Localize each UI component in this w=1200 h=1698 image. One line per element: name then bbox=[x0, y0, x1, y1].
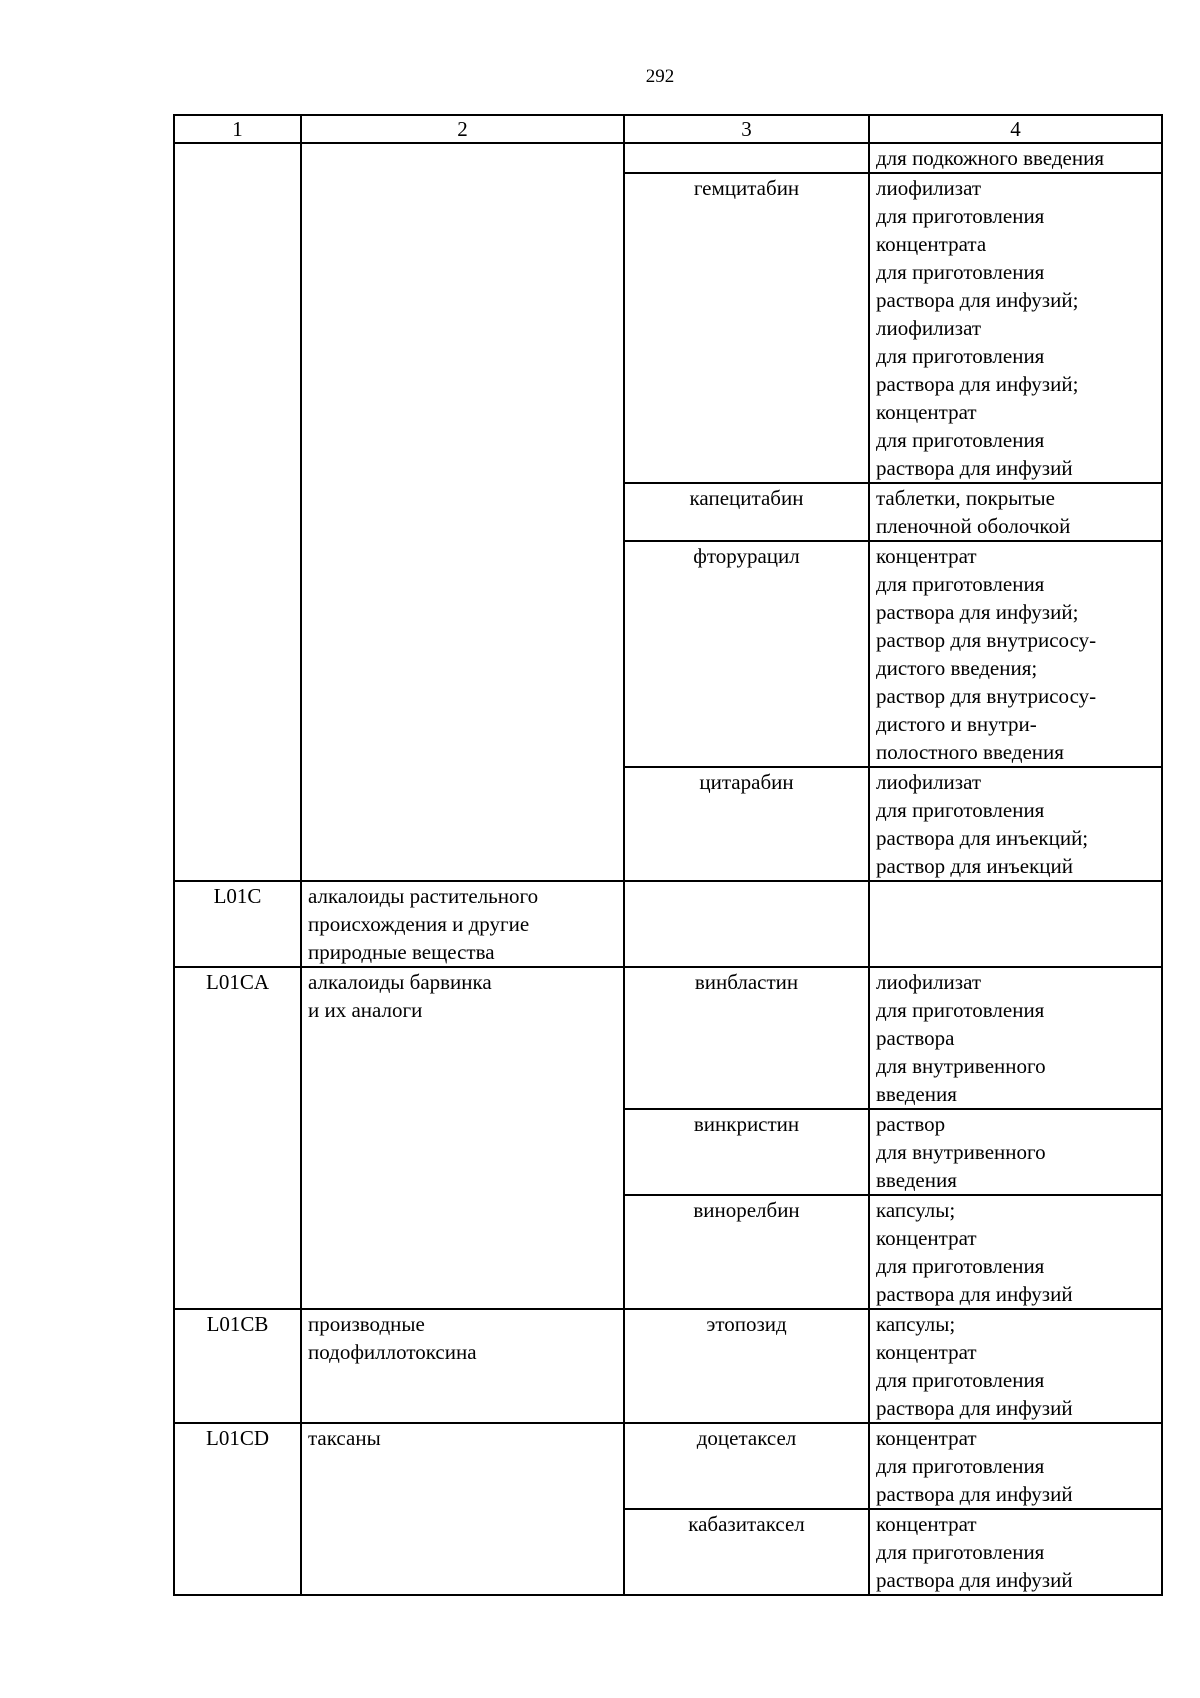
forms-cell bbox=[869, 1509, 1162, 1595]
cell-line: таблетки, покрытые bbox=[876, 486, 1055, 510]
cell-line: для приготовления bbox=[876, 344, 1045, 368]
table-row bbox=[174, 143, 1162, 173]
cell-line: дистого введения; bbox=[876, 656, 1038, 680]
cell-line: для внутривенного bbox=[876, 1140, 1046, 1164]
forms-cell bbox=[869, 881, 1162, 967]
table-body bbox=[174, 115, 1162, 1595]
cell-line: алкалоиды растительного bbox=[308, 884, 539, 908]
forms-cell bbox=[869, 967, 1162, 1109]
forms-cell bbox=[869, 1309, 1162, 1423]
cell-line: раствора для инфузий; bbox=[876, 288, 1079, 312]
cell-line: производные bbox=[308, 1312, 425, 1336]
cell-line: капсулы; bbox=[876, 1312, 956, 1336]
cell-line: раствор для инъекций bbox=[876, 854, 1073, 878]
table-row bbox=[174, 881, 1162, 967]
cell-line: концентрат bbox=[876, 1340, 977, 1364]
code-cell: L01CD bbox=[174, 1423, 301, 1595]
drug-cell: кабазитаксел bbox=[624, 1509, 869, 1595]
group-cell bbox=[301, 143, 624, 881]
header-row bbox=[174, 115, 1162, 143]
cell-line: для приготовления bbox=[876, 998, 1045, 1022]
code-cell: L01CB bbox=[174, 1309, 301, 1423]
cell-line: для приготовления bbox=[876, 1368, 1045, 1392]
cell-line: для приготовления bbox=[876, 1540, 1045, 1564]
cell-line: для приготовления bbox=[876, 260, 1045, 284]
forms-cell bbox=[869, 767, 1162, 881]
group-cell bbox=[301, 1309, 624, 1423]
code-cell: L01C bbox=[174, 881, 301, 967]
drug-cell: цитарабин bbox=[624, 767, 869, 881]
cell-line: капсулы; bbox=[876, 1198, 956, 1222]
cell-line: подофиллотоксина bbox=[308, 1340, 477, 1364]
cell-line: концентрат bbox=[876, 1512, 977, 1536]
group-cell bbox=[301, 881, 624, 967]
cell-line: раствора bbox=[876, 1026, 955, 1050]
forms-cell bbox=[869, 173, 1162, 483]
cell-line: для приготовления bbox=[876, 572, 1045, 596]
cell-line: раствор bbox=[876, 1112, 946, 1136]
cell-line: раствора для инфузий; bbox=[876, 600, 1079, 624]
group-cell bbox=[301, 967, 624, 1309]
code-cell bbox=[174, 143, 301, 881]
cell-line: концентрат bbox=[876, 1226, 977, 1250]
forms-cell bbox=[869, 1195, 1162, 1309]
table-row bbox=[174, 1309, 1162, 1423]
drug-cell: капецитабин bbox=[624, 483, 869, 541]
drug-cell: винбластин bbox=[624, 967, 869, 1109]
header-cell-4: 4 bbox=[869, 115, 1162, 143]
table-row bbox=[174, 967, 1162, 1109]
cell-line: раствор для внутрисосу- bbox=[876, 628, 1097, 652]
cell-line: пленочной оболочкой bbox=[876, 514, 1071, 538]
cell-line: и их аналоги bbox=[308, 998, 423, 1022]
drug-cell: этопозид bbox=[624, 1309, 869, 1423]
cell-line: лиофилизат bbox=[876, 970, 982, 994]
cell-line: для приготовления bbox=[876, 1454, 1045, 1478]
cell-line: концентрат bbox=[876, 400, 977, 424]
code-cell: L01CA bbox=[174, 967, 301, 1309]
cell-line: раствор для внутрисосу- bbox=[876, 684, 1097, 708]
cell-line: полостного введения bbox=[876, 740, 1064, 764]
cell-line: для приготовления bbox=[876, 428, 1045, 452]
drug-cell: доцетаксел bbox=[624, 1423, 869, 1509]
cell-line: раствора для инфузий bbox=[876, 456, 1073, 480]
forms-cell bbox=[869, 143, 1162, 173]
drug-table bbox=[173, 114, 1163, 1596]
cell-line: концентрата bbox=[876, 232, 987, 256]
header-cell-3: 3 bbox=[624, 115, 869, 143]
cell-line: раствора для инфузий bbox=[876, 1282, 1073, 1306]
group-cell bbox=[301, 1423, 624, 1595]
cell-line: для внутривенного bbox=[876, 1054, 1046, 1078]
drug-cell: винкристин bbox=[624, 1109, 869, 1195]
cell-line: лиофилизат bbox=[876, 176, 982, 200]
cell-line: раствора для инфузий; bbox=[876, 372, 1079, 396]
cell-line: дистого и внутри- bbox=[876, 712, 1037, 736]
forms-cell bbox=[869, 541, 1162, 767]
cell-line: раствора для инфузий bbox=[876, 1482, 1073, 1506]
cell-line: лиофилизат bbox=[876, 316, 982, 340]
header-cell-2: 2 bbox=[301, 115, 624, 143]
page-number: 292 bbox=[645, 66, 675, 87]
cell-line: концентрат bbox=[876, 1426, 977, 1450]
drug-cell: винорелбин bbox=[624, 1195, 869, 1309]
cell-line: раствора для инфузий bbox=[876, 1568, 1073, 1592]
table-row bbox=[174, 1423, 1162, 1509]
cell-line: лиофилизат bbox=[876, 770, 982, 794]
cell-line: для приготовления bbox=[876, 204, 1045, 228]
cell-line: введения bbox=[876, 1168, 957, 1192]
cell-line: для приготовления bbox=[876, 798, 1045, 822]
cell-line: происхождения и другие bbox=[308, 912, 530, 936]
cell-line: для приготовления bbox=[876, 1254, 1045, 1278]
header-cell-1: 1 bbox=[174, 115, 301, 143]
cell-line: введения bbox=[876, 1082, 957, 1106]
cell-line: концентрат bbox=[876, 544, 977, 568]
cell-line: раствора для инфузий bbox=[876, 1396, 1073, 1420]
cell-line: алкалоиды барвинка bbox=[308, 970, 492, 994]
cell-line: для подкожного введения bbox=[876, 146, 1104, 170]
drug-cell bbox=[624, 143, 869, 173]
forms-cell bbox=[869, 483, 1162, 541]
forms-cell bbox=[869, 1109, 1162, 1195]
drug-cell bbox=[624, 881, 869, 967]
cell-line: раствора для инъекций; bbox=[876, 826, 1089, 850]
cell-line: таксаны bbox=[308, 1426, 381, 1450]
drug-cell: гемцитабин bbox=[624, 173, 869, 483]
drug-cell: фторурацил bbox=[624, 541, 869, 767]
forms-cell bbox=[869, 1423, 1162, 1509]
cell-line: природные вещества bbox=[308, 940, 495, 964]
